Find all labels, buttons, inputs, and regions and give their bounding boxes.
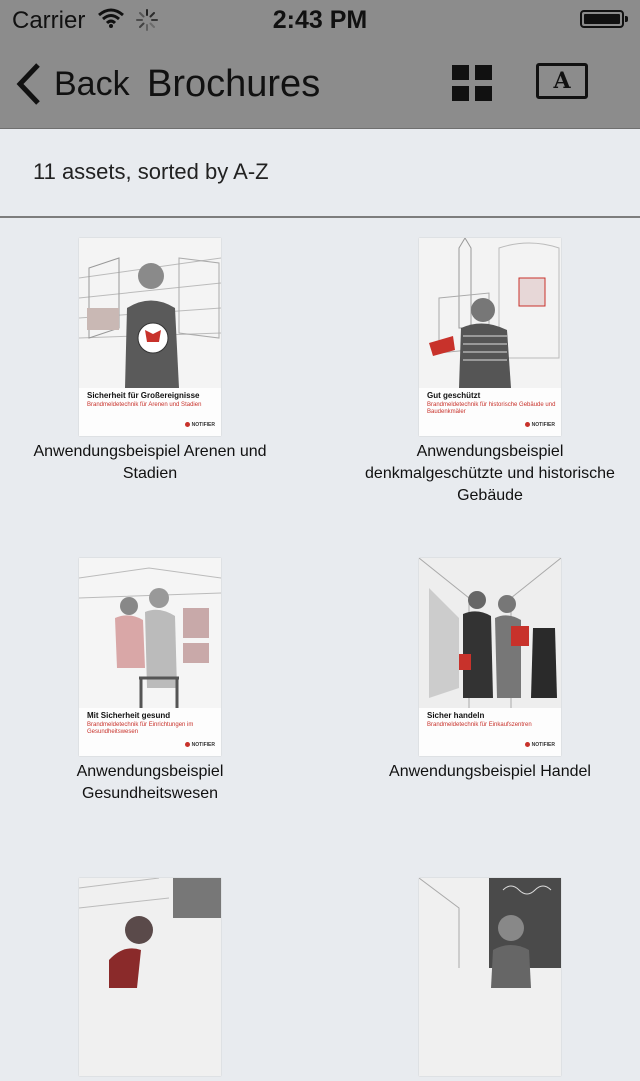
cover-illustration	[419, 238, 561, 388]
cover-title: Sicher handeln	[427, 711, 485, 720]
battery-icon	[580, 10, 624, 28]
cover-title: Sicherheit für Großereignisse	[87, 391, 200, 400]
brochure-thumbnail	[419, 558, 561, 756]
grid-view-icon[interactable]	[452, 65, 492, 101]
list-header	[0, 129, 640, 218]
brochure-thumbnail	[79, 878, 221, 1076]
brand-logo: NOTIFIER	[525, 422, 555, 428]
brochure-thumbnail	[419, 238, 561, 436]
page-title: Brochures	[147, 63, 321, 105]
cover-title: Gut geschützt	[427, 391, 481, 400]
cover-subtitle: Brandmeldetechnik für Arenen und Stadien	[87, 402, 202, 408]
chevron-left-icon	[14, 62, 42, 106]
asset-name: Anwendungsbeispiel denkmalgeschützte und historische Gebäude	[365, 443, 615, 504]
cover-title: Mit Sicherheit gesund	[87, 711, 171, 720]
asset-tile[interactable]	[340, 238, 640, 507]
cover-illustration	[79, 238, 221, 388]
navigation-bar	[0, 40, 640, 129]
cover-subtitle: Brandmeldetechnik für Einrichtungen im Gesundheitswesen	[87, 722, 194, 735]
asset-tile[interactable]	[0, 878, 300, 1081]
back-label: Back	[54, 64, 130, 103]
brand-logo: NOTIFIER	[185, 422, 215, 428]
status-bar	[0, 0, 640, 40]
cover-illustration	[79, 878, 221, 1076]
asset-name: Anwendungsbeispiel Gesundheitswesen	[76, 763, 224, 802]
cover-illustration	[419, 878, 561, 1076]
brochure-thumbnail	[419, 878, 561, 1076]
asset-tile[interactable]	[0, 558, 300, 805]
asset-name: Anwendungsbeispiel Arenen und Stadien	[33, 443, 267, 482]
brochure-thumbnail	[79, 558, 221, 756]
asset-name: Anwendungsbeispiel Handel	[389, 763, 591, 780]
brand-logo: NOTIFIER	[525, 742, 555, 748]
font-size-icon[interactable]: A	[536, 63, 588, 99]
brochure-thumbnail	[79, 238, 221, 436]
asset-tile[interactable]	[0, 238, 300, 485]
brand-logo: NOTIFIER	[185, 742, 215, 748]
cover-subtitle: Brandmeldetechnik für Einkaufszentren	[427, 722, 532, 728]
cover-illustration	[79, 558, 221, 708]
asset-tile[interactable]	[340, 878, 640, 1081]
cover-illustration	[419, 558, 561, 708]
carrier-label: Carrier	[12, 7, 86, 34]
asset-count: 11 assets, sorted by A-Z	[33, 159, 269, 184]
back-button[interactable]	[14, 62, 130, 106]
asset-tile[interactable]	[340, 558, 640, 783]
cover-subtitle: Brandmeldetechnik für historische Gebäude und Baudenkmäler	[427, 402, 556, 415]
clock: 2:43 PM	[272, 6, 368, 34]
